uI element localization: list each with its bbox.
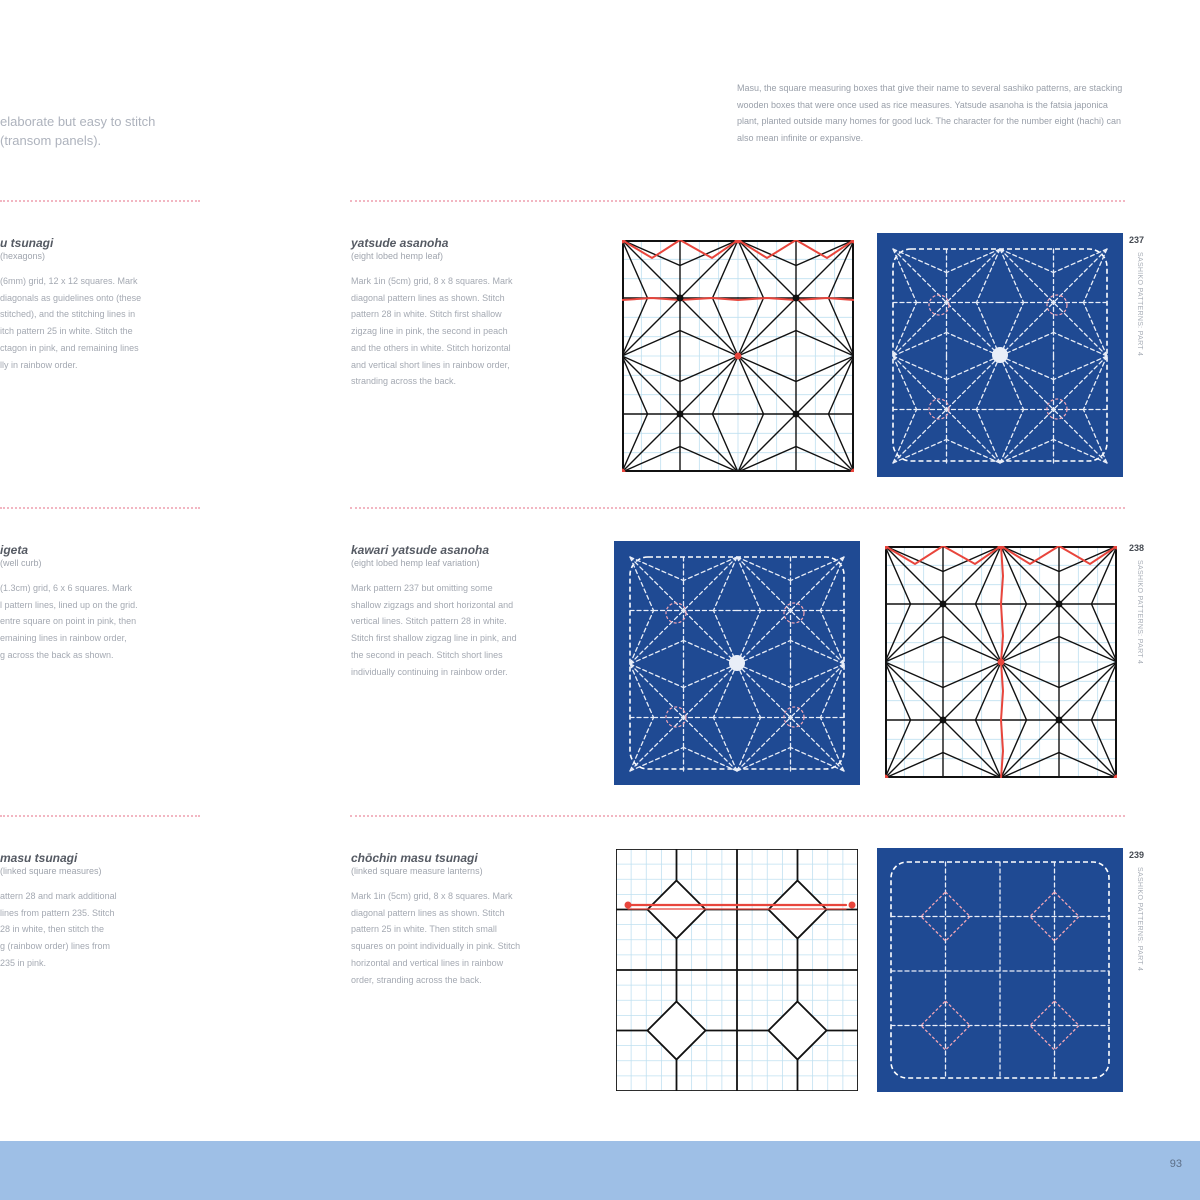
body-line: Stitch first shallow zigzag line in pink, and — [351, 633, 517, 644]
body-line: and the others in white. Stitch horizontal — [351, 342, 511, 353]
section-label: SASHIKO PATTERNS: PART 4 — [1136, 560, 1143, 665]
pattern-239-fabric-sample — [877, 848, 1123, 1092]
divider-dotted — [0, 815, 200, 817]
pattern-237-diagram — [622, 240, 854, 472]
body-line: (1.3cm) grid, 6 x 6 squares. Mark — [0, 583, 133, 593]
section-label: SASHIKO PATTERNS: PART 4 — [1136, 252, 1143, 357]
entry-subtitle: (eight lobed hemp leaf) — [351, 251, 444, 261]
divider-dotted — [350, 815, 1125, 817]
left-entry-hexagons — [0, 236, 200, 373]
pattern-number: 237 — [1129, 235, 1145, 245]
pattern-238-fabric-sample — [614, 541, 860, 785]
body-line: stitched), and the stitching lines in — [0, 309, 136, 320]
body-line: lly in rainbow order. — [0, 359, 78, 370]
body-line: zigzag line in pink, the second in peach — [351, 326, 508, 337]
entry-body — [0, 888, 200, 972]
body-line: (6mm) grid, 12 x 12 squares. Mark — [0, 276, 138, 286]
body-line: emaining lines in rainbow order, — [0, 633, 127, 644]
body-line: lines from pattern 235. Stitch — [0, 907, 115, 918]
body-line: Mark 1in (5cm) grid, 8 x 8 squares. Mark — [351, 276, 513, 286]
entry-title: yatsude asanoha — [351, 236, 449, 250]
body-line: Mark pattern 237 but omitting some — [351, 583, 493, 593]
page-footer-band — [0, 1141, 1200, 1200]
entry-239 — [351, 851, 601, 988]
left-entry-well-curb — [0, 543, 200, 664]
entry-title: u tsunagi — [0, 236, 54, 250]
body-line: entre square on point in pink, then — [0, 616, 137, 627]
entry-title: masu tsunagi — [0, 851, 78, 865]
body-line: pattern 25 in white. Then stitch small — [351, 924, 497, 935]
body-line: 28 in white, then stitch the — [0, 924, 105, 935]
body-line: vertical lines. Stitch pattern 28 in white. — [351, 616, 507, 627]
body-line: ctagon in pink, and remaining lines — [0, 342, 139, 353]
pattern-238-diagram — [885, 546, 1117, 778]
pattern-239-diagram — [616, 849, 858, 1091]
section-label: SASHIKO PATTERNS: PART 4 — [1136, 867, 1143, 972]
entry-title: kawari yatsude asanoha — [351, 543, 490, 557]
body-line: diagonals as guidelines onto (these — [0, 292, 142, 303]
entry-title: chōchin masu tsunagi — [351, 851, 478, 865]
body-line: the second in peach. Stitch short lines — [351, 649, 503, 660]
body-line: individually continuing in rainbow order. — [351, 666, 508, 677]
divider-dotted — [350, 200, 1125, 202]
divider-dotted — [0, 200, 200, 202]
body-line: g across the back as shown. — [0, 649, 114, 660]
body-line: pattern 28 in white. Stitch first shallow — [351, 309, 502, 320]
pattern-number: 238 — [1129, 543, 1145, 553]
entry-subtitle: (linked square measure lanterns) — [351, 866, 483, 876]
entry-body — [0, 273, 200, 373]
body-line: squares on point individually in pink. Stitch — [351, 941, 521, 952]
body-line: g (rainbow order) lines from — [0, 941, 111, 952]
entry-title: igeta — [0, 543, 29, 557]
body-line: diagonal pattern lines as shown. Stitch — [351, 292, 505, 303]
body-line: Mark 1in (5cm) grid, 8 x 8 squares. Mark — [351, 891, 513, 901]
entry-subtitle: (linked square measures) — [0, 866, 102, 876]
entry-body — [0, 580, 200, 664]
page-number: 93 — [1169, 1158, 1182, 1170]
entry-subtitle: (hexagons) — [0, 251, 46, 261]
entry-238 — [351, 543, 601, 680]
entry-subtitle: (eight lobed hemp leaf variation) — [351, 558, 480, 568]
body-line: diagonal pattern lines as shown. Stitch — [351, 907, 505, 918]
left-entry-linked-squares — [0, 851, 200, 972]
intro-left-text — [0, 112, 210, 150]
entry-body — [351, 888, 601, 988]
intro-right-text: Masu, the square measuring boxes that give their name to several sashiko patterns, are stacking wooden boxes that were once used as rice measures. Yatsude asanoha is the fatsia japonica plant, planted outside many homes for good luck. The character for the number eight (hachi) can also mean infinite or expansive. — [737, 83, 1123, 143]
pattern-237-fabric-sample — [877, 233, 1123, 477]
body-line: shallow zigzags and short horizontal and — [351, 599, 514, 610]
body-line: order, stranding across the back. — [351, 974, 482, 985]
entry-body — [351, 273, 601, 390]
body-line: attern 28 and mark additional — [0, 891, 117, 901]
body-line: stranding across the back. — [351, 376, 457, 387]
body-line: 235 in pink. — [0, 957, 47, 968]
body-line: itch pattern 25 in white. Stitch the — [0, 326, 133, 337]
body-line: horizontal and vertical lines in rainbow — [351, 957, 504, 968]
entry-subtitle: (well curb) — [0, 558, 42, 568]
entry-237 — [351, 236, 601, 390]
entry-body — [351, 580, 601, 680]
body-line: and vertical short lines in rainbow order, — [351, 359, 510, 370]
body-line: l pattern lines, lined up on the grid. — [0, 599, 138, 610]
pattern-number: 239 — [1129, 850, 1145, 860]
divider-dotted — [350, 507, 1125, 509]
divider-dotted — [0, 507, 200, 509]
intro-left-line: (transom panels). — [0, 133, 102, 148]
intro-left-line: elaborate but easy to stitch — [0, 114, 156, 129]
